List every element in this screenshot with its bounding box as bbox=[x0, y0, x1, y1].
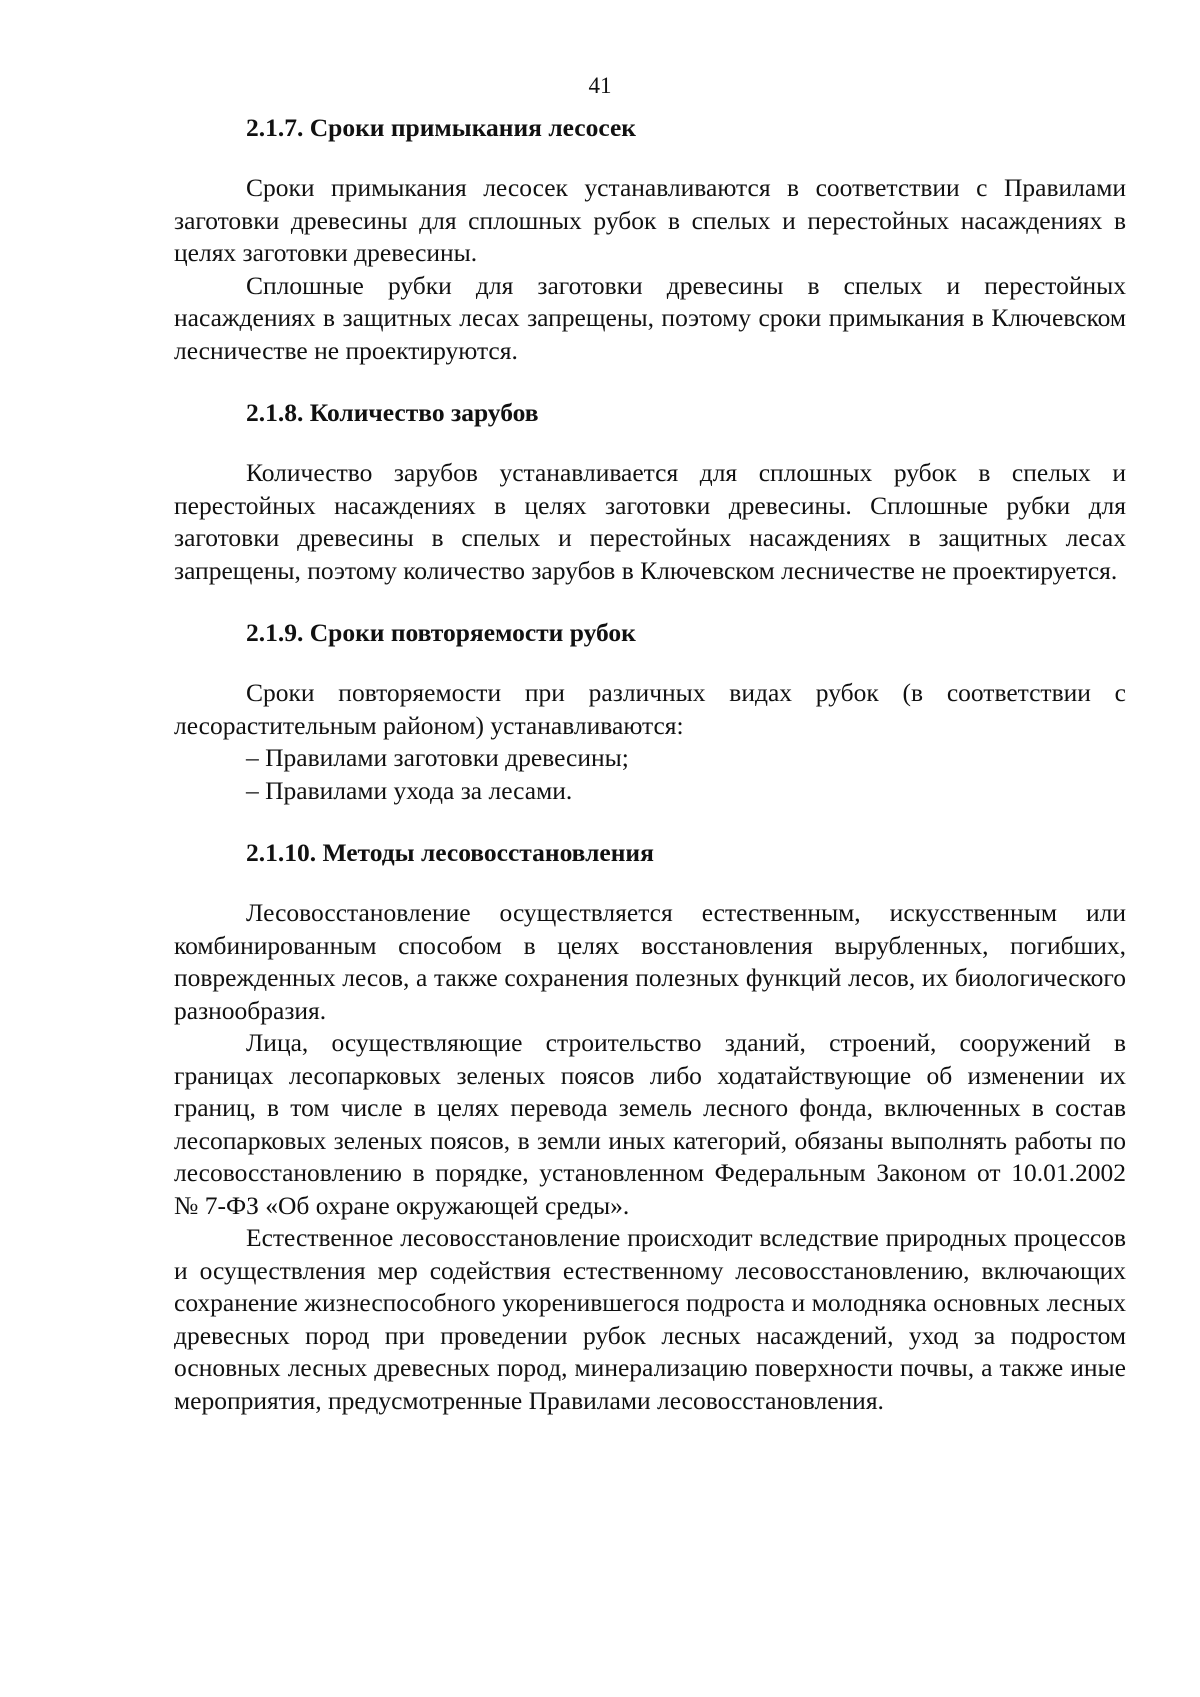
list-item: – Правилами ухода за лесами. bbox=[246, 775, 573, 805]
section-heading: 2.1.10. Методы лесовосстановления bbox=[246, 838, 654, 867]
list-item: – Правилами заготовки древесины; bbox=[246, 743, 629, 772]
section-2-1-9 bbox=[174, 617, 1126, 807]
section-heading: 2.1.8. Количество зарубов bbox=[246, 398, 539, 427]
paragraph: Естественное лесовосстановление происходит вследствие природных процессов и осуществления мер содействия естественному лесовосстановлению, включающих сохранение жизнеспособного укоренившегося подроста и молодняка основных лесных древесных пород при проведении рубок лесных насаждений, уход за подростом основных лесных древесных пород, минерализацию поверхности почвы, а также иные мероприятия, предусмотренные Правилами лесовосстановления. bbox=[174, 1223, 1126, 1415]
section-gap bbox=[174, 367, 1126, 397]
section-2-1-10 bbox=[174, 837, 1126, 1417]
section-heading: 2.1.7. Сроки примыкания лесосек bbox=[246, 113, 636, 142]
paragraph: Количество зарубов устанавливается для сплошных рубок в спелых и перестойных насаждениях в целях заготовки древесины. Сплошные рубки для заготовки древесины в спелых и перестойных насаждениях в защитных лесах запрещены, поэтому количество зарубов в Ключевском лесничестве не проектируется. bbox=[174, 458, 1126, 585]
section-gap bbox=[174, 587, 1126, 617]
section-gap bbox=[174, 807, 1126, 837]
paragraph: Сплошные рубки для заготовки древесины в спелых и перестойных насаждениях в защитных лесах запрещены, поэтому сроки примыкания в Ключевском лесничестве не проектируются. bbox=[174, 270, 1126, 365]
paragraph: Лесовосстановление осуществляется естественным, искусственным или комбинированным способом в целях восстановления вырубленных, погибших, поврежденных лесов, а также сохранения полезных функций лесов, их биологического разнообразия. bbox=[174, 898, 1126, 1025]
paragraph: Лица, осуществляющие строительство зданий, строений, сооружений в границах лесопарковых зеленых поясов либо ходатайствующие об изменении их границ, в том числе в целях перевода земель лесного фонда, включенных в состав лесопарковых зеленых поясов, в земли иных категорий, обязаны выполнять работы по лесовосстановлению в порядке, установленном Федеральным Законом от 10.01.2002 № 7-ФЗ «Об охране окружающей среды». bbox=[174, 1028, 1126, 1220]
document-body bbox=[174, 112, 1126, 1417]
paragraph: Сроки повторяемости при различных видах рубок (в соответствии с лесорастительным районом) устанавливаются: bbox=[174, 678, 1126, 740]
section-2-1-8 bbox=[174, 397, 1126, 587]
section-2-1-7 bbox=[174, 112, 1126, 367]
page-number: 41 bbox=[588, 73, 612, 98]
paragraph: Сроки примыкания лесосек устанавливаются в соответствии с Правилами заготовки древесины для сплошных рубок в спелых и перестойных насаждениях в целях заготовки древесины. bbox=[174, 173, 1126, 267]
section-heading: 2.1.9. Сроки повторяемости рубок bbox=[246, 618, 636, 647]
